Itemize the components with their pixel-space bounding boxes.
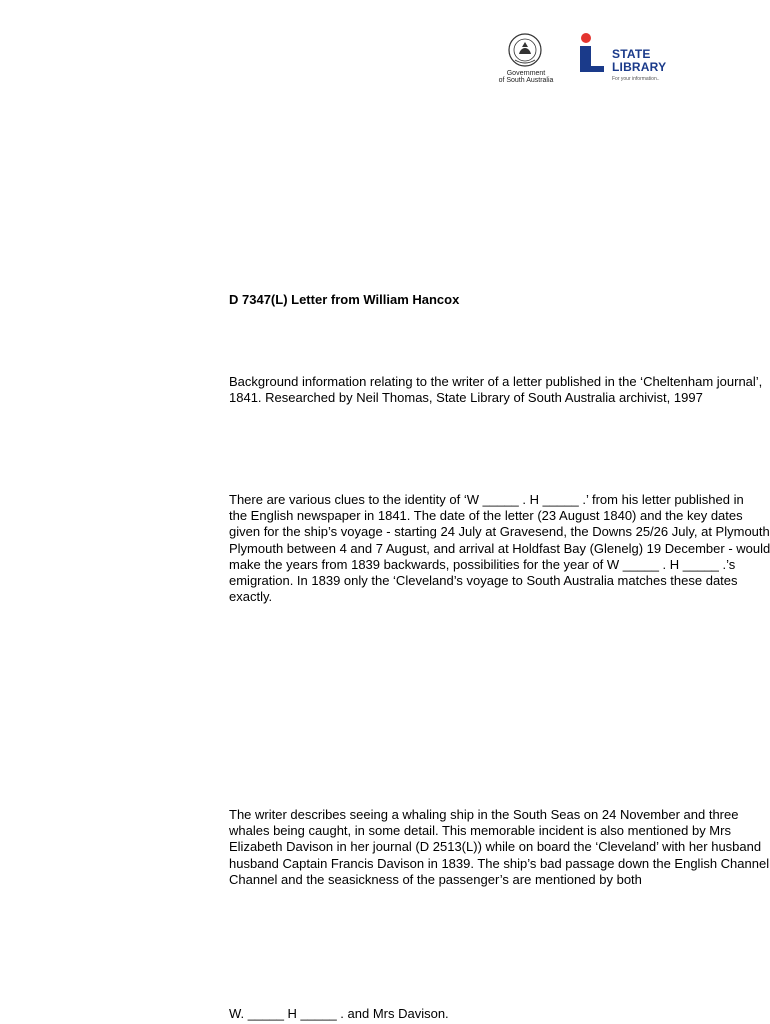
paragraph-line: whales being caught, in some detail. This memorable incident is also mentioned by Mrs	[229, 823, 731, 839]
paragraph-line: There are various clues to the identity of ‘W _____ . H _____ .’ from his letter published in	[229, 492, 744, 507]
paragraph-whaling	[229, 807, 769, 888]
paragraph-clues	[229, 492, 770, 605]
state-library-tagline: For your information..	[612, 76, 660, 82]
paragraph-line: given for the ship’s voyage - starting 24 July at Gravesend, the Downs 25/26 July, at Plymouth	[229, 524, 770, 540]
paragraph-line: emigration. In 1839 only the ‘Cleveland’s voyage to South Australia matches these dates	[229, 573, 738, 589]
paragraph-line: make the years from 1839 backwards, possibilities for the year of W _____ . H _____ .’s	[229, 556, 736, 572]
paragraph-line: The writer describes seeing a whaling ship in the South Seas on 24 November and three	[229, 807, 739, 822]
gov-logo-line: of South Australia	[498, 77, 554, 84]
gov-logo-line: Government	[506, 70, 546, 77]
paragraph-line: the English newspaper in 1841. The date of the letter (23 August 1840) and the key dates	[229, 508, 743, 524]
paragraph-line: 1841. Researched by Neil Thomas, State Library of South Australia archivist, 1997	[229, 390, 703, 406]
paragraph-background	[229, 374, 762, 406]
paragraph-line: Plymouth between 4 and 7 August, and arrival at Holdfast Bay (Glenelg) 19 December - would	[229, 540, 770, 556]
state-library-logo	[577, 32, 677, 86]
paragraph-closing	[229, 1006, 449, 1022]
state-library-line: STATE	[612, 47, 651, 61]
paragraph-line: exactly.	[229, 589, 273, 605]
state-library-line: LIBRARY	[612, 60, 667, 74]
state-library-i-icon	[577, 32, 605, 76]
paragraph-line: Elizabeth Davison in her journal (D 2513(L)) while on board the ‘Cleveland’ with her husband	[229, 839, 762, 855]
gov-logo-text	[488, 70, 564, 84]
paragraph-line: Channel and the seasickness of the passenger’s are mentioned by both	[229, 871, 642, 887]
document-title: D 7347(L) Letter from William Hancox	[229, 292, 460, 307]
paragraph-line: W. _____ H _____ . and Mrs Davison.	[229, 1006, 449, 1021]
paragraph-line: Background information relating to the writer of a letter published in the ‘Cheltenham journal’,	[229, 374, 763, 389]
gov-sa-logo	[488, 32, 564, 86]
gov-crest-icon	[507, 32, 543, 68]
state-library-wordmark	[612, 48, 666, 74]
paragraph-line: husband Captain Francis Davison in 1839. The ship’s bad passage down the English Channel	[229, 855, 770, 871]
